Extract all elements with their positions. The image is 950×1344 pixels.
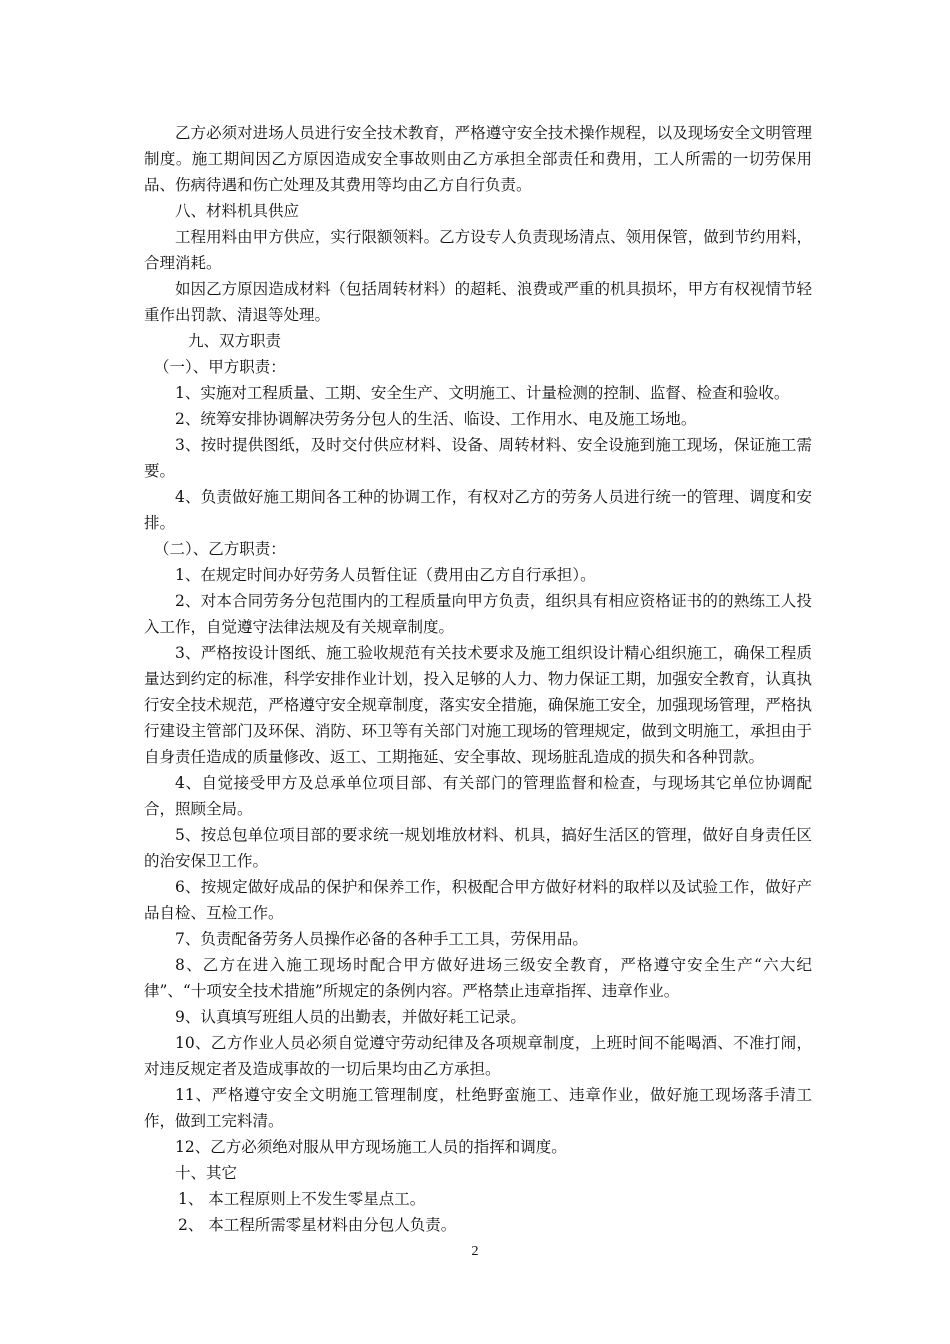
list-item: 3、按时提供图纸，及时交付供应材料、设备、周转材料、安全设施到施工现场，保证施工需要。 bbox=[144, 436, 812, 480]
document-body bbox=[144, 120, 812, 1238]
list-item: 1、在规定时间办好劳务人员暂住证（费用由乙方自行承担）。 bbox=[175, 566, 596, 584]
page-number: 2 bbox=[471, 1244, 479, 1259]
list-item: 1、实施对工程质量、工期、安全生产、文明施工、计量检测的控制、监督、检查和验收。 bbox=[175, 384, 790, 402]
list-item: 12、乙方必须绝对服从甲方现场施工人员的指挥和调度。 bbox=[175, 1138, 567, 1156]
list-item: 7、负责配备劳务人员操作必备的各种手工工具，劳保用品。 bbox=[175, 930, 588, 948]
list-item: 2、统筹安排协调解决劳务分包人的生活、临设、工作用水、电及施工场地。 bbox=[175, 410, 697, 428]
list-item: 6、按规定做好成品的保护和保养工作，积极配合甲方做好材料的取样以及试验工作，做好产品自检、互检工作。 bbox=[144, 878, 812, 922]
paragraph-material-supply: 工程用料由甲方供应，实行限额领料。乙方设专人负责现场清点、领用保管，做到节约用料，合理消耗。 bbox=[144, 228, 812, 272]
subheading-party-a: （一）、甲方职责： bbox=[154, 358, 286, 376]
subheading-party-b: （二）、乙方职责： bbox=[154, 540, 286, 558]
list-item: 11、严格遵守安全文明施工管理制度，杜绝野蛮施工、违章作业，做好施工现场落手清工作，做到工完料清。 bbox=[144, 1086, 812, 1130]
list-item: 9、认真填写班组人员的出勤表，并做好耗工记录。 bbox=[175, 1008, 526, 1026]
list-item: 10、乙方作业人员必须自觉遵守劳动纪律及各项规章制度，上班时间不能喝酒、不准打闹，对违反规定者及造成事故的一切后果均由乙方承担。 bbox=[144, 1034, 812, 1078]
list-item: 5、按总包单位项目部的要求统一规划堆放材料、机具，搞好生活区的管理，做好自身责任区的治安保卫工作。 bbox=[144, 826, 812, 870]
paragraph-material-penalty: 如因乙方原因造成材料（包括周转材料）的超耗、浪费或严重的机具损坏，甲方有权视情节轻重作出罚款、清退等处理。 bbox=[144, 280, 812, 324]
list-item: 4、负责做好施工期间各工种的协调工作，有权对乙方的劳务人员进行统一的管理、调度和安排。 bbox=[144, 488, 812, 532]
paragraph-safety-education: 乙方必须对进场人员进行安全技术教育，严格遵守安全技术操作规程，以及现场安全文明管理制度。施工期间因乙方原因造成安全事故则由乙方承担全部责任和费用，工人所需的一切劳保用品、伤病待遇和伤亡处理及其费用等均由乙方自行负责。 bbox=[144, 124, 812, 194]
section-heading-other: 十、其它 bbox=[175, 1164, 238, 1182]
list-item: 1、 本工程原则上不发生零星点工。 bbox=[178, 1190, 426, 1208]
section-heading-duties: 九、双方职责 bbox=[188, 332, 282, 350]
list-item: 2、 本工程所需零星材料由分包人负责。 bbox=[178, 1216, 457, 1234]
list-item: 2、对本合同劳务分包范围内的工程质量向甲方负责，组织具有相应资格证书的的熟练工人投入工作，自觉遵守法律法规及有关规章制度。 bbox=[144, 592, 812, 636]
list-item: 3、严格按设计图纸、施工验收规范有关技术要求及施工组织设计精心组织施工，确保工程质量达到约定的标准，科学安排作业计划，投入足够的人力、物力保证工期，加强安全教育，认真执行安全技术规范，严格遵守安全规章制度，落实安全措施，确保施工安全，加强现场管理，严格执行建设主管部门及环保、消防、环卫等有关部门对施工现场的管理规定，做到文明施工，承担由于自身责任造成的质量修改、返工、工期拖延、安全事故、现场脏乱造成的损失和各种罚款。 bbox=[144, 644, 812, 766]
list-item: 4、自觉接受甲方及总承单位项目部、有关部门的管理监督和检查，与现场其它单位协调配合，照顾全局。 bbox=[144, 774, 812, 818]
section-heading-materials: 八、材料机具供应 bbox=[175, 202, 300, 220]
list-item: 8、乙方在进入施工现场时配合甲方做好进场三级安全教育，严格遵守安全生产“六大纪律”、“十项安全技术措施”所规定的条例内容。严格禁止违章指挥、违章作业。 bbox=[144, 956, 812, 1000]
